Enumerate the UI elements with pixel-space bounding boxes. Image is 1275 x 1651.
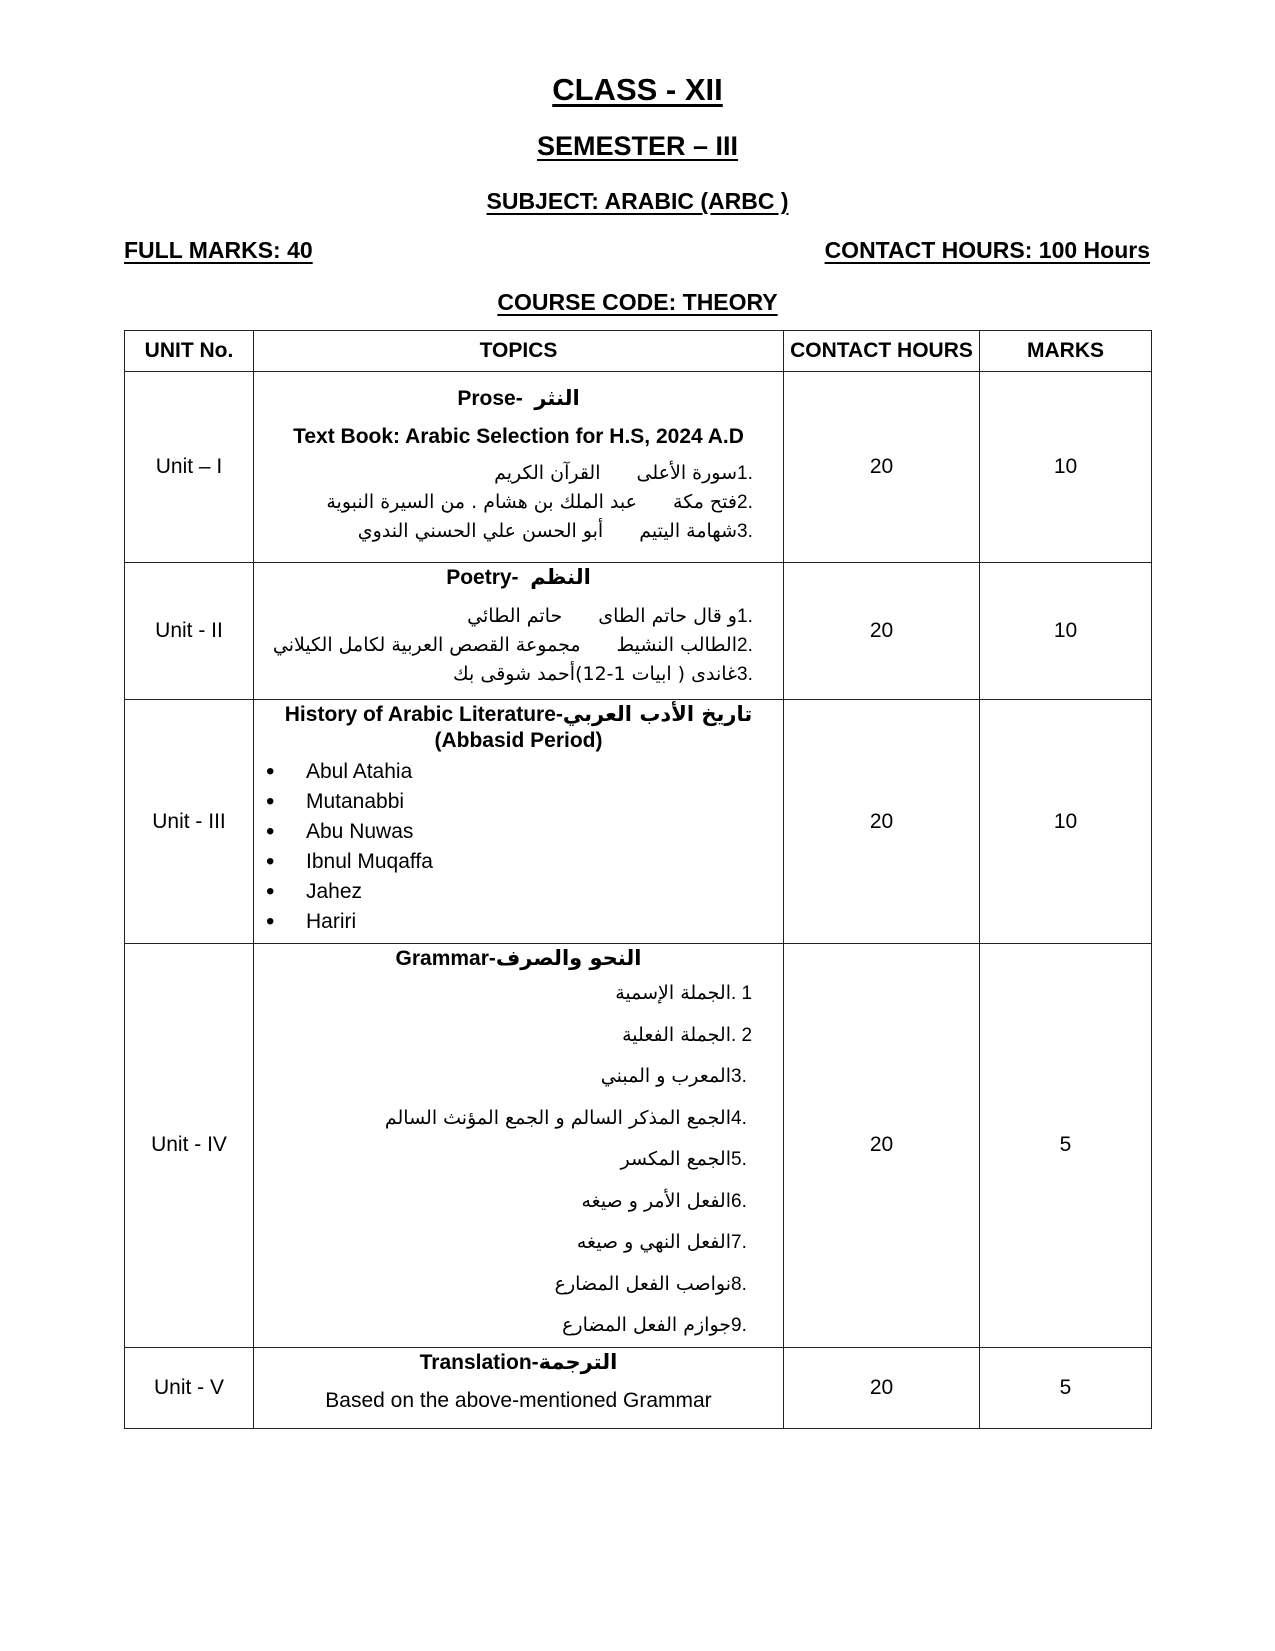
unit-cell: Unit - II: [125, 563, 254, 700]
list-item: • Hariri: [306, 907, 775, 937]
grammar-list: [262, 973, 775, 1347]
list-item: 9.جوازم الفعل المضارع: [562, 1314, 747, 1336]
table-header-row: [125, 331, 1152, 372]
header-contact-hours: CONTACT HOURS: [784, 331, 980, 372]
list-item: 6.الفعل الأمر و صيغه: [581, 1189, 747, 1212]
list-item: 2.فتح مكةعبد الملك بن هشام . من السيرة النبوية: [326, 491, 753, 513]
list-item: 7.الفعل النهي و صيغه: [576, 1231, 747, 1253]
textbook-title: Text Book: Arabic Selection for H.S, 2024 A.D: [293, 425, 744, 448]
list-item: 2.الطالب النشيطمجموعة القصص العربية لكامل الكيلاني: [272, 634, 753, 656]
topics-cell: [254, 700, 784, 944]
hours-cell: 20: [784, 944, 980, 1348]
hours-cell: 20: [784, 1347, 980, 1428]
unit-cell: Unit - V: [125, 1347, 254, 1428]
topics-cell: [254, 563, 784, 700]
list-item: . 2الجملة الفعلية: [622, 1023, 753, 1046]
header-unit: UNIT No.: [125, 331, 254, 372]
list-item: 3.المعرب و المبني: [600, 1065, 747, 1087]
header-marks: MARKS: [980, 331, 1152, 372]
marks-cell: 10: [980, 700, 1152, 944]
topics-cell: [254, 944, 784, 1348]
list-item: 4.الجمع المذكر السالم و الجمع المؤنث السالم: [384, 1106, 747, 1129]
list-item: 3.غاندى ( ابيات 1-12)أحمد شوقى بك: [453, 663, 753, 685]
hours-cell: 20: [784, 372, 980, 563]
contact-hours: CONTACT HOURS: 100 Hours: [824, 237, 1150, 263]
table-row: [125, 372, 1152, 563]
table-row: [125, 1347, 1152, 1428]
table-row: [125, 563, 1152, 700]
unit-title: Translation-الترجمة: [419, 1349, 618, 1374]
topic-list: [262, 459, 775, 546]
period-subtitle: (Abbasid Period): [434, 729, 603, 752]
unit-title: History of Arabic Literature-تاريخ الأدب العربي: [284, 702, 753, 726]
list-item: • Abu Nuwas: [306, 817, 775, 847]
list-item: 3.شهامة اليتيمأبو الحسن علي الحسني الندوي: [357, 520, 753, 542]
table-row: [125, 944, 1152, 1348]
list-item: 8.نواصب الفعل المضارع: [554, 1272, 747, 1295]
syllabus-table: [124, 330, 1152, 1429]
author-list: [262, 757, 775, 937]
subject-heading: SUBJECT: ARABIC (ARBC ): [486, 188, 789, 214]
semester-heading: SEMESTER – III: [536, 131, 739, 161]
marks-cell: 5: [980, 944, 1152, 1348]
course-code: COURSE CODE: THEORY: [497, 289, 778, 315]
unit-title: Grammar-النحو والصرف: [395, 946, 642, 970]
list-item: • Jahez: [306, 877, 775, 907]
unit-cell: Unit – I: [125, 372, 254, 563]
topics-cell: [254, 372, 784, 563]
list-item: 5.الجمع المكسر: [620, 1148, 747, 1170]
unit-cell: Unit - IV: [125, 944, 254, 1348]
topics-cell: [254, 1347, 784, 1428]
list-item: 1.و قال حاتم الطاىحاتم الطائي: [467, 605, 753, 627]
full-marks: FULL MARKS: 40: [124, 237, 313, 263]
unit-title: Poetry- النظم: [446, 565, 591, 589]
marks-cell: 10: [980, 372, 1152, 563]
marks-cell: 5: [980, 1347, 1152, 1428]
table-row: [125, 700, 1152, 944]
class-title: CLASS - XII: [552, 72, 723, 107]
header-topics: TOPICS: [254, 331, 784, 372]
marks-cell: 10: [980, 563, 1152, 700]
list-item: • Abul Atahia: [306, 757, 775, 787]
topic-list: [262, 602, 775, 689]
list-item: 1.سورة الأعلىالقرآن الكريم: [494, 462, 753, 484]
unit-title: Prose- النثر: [457, 386, 580, 410]
unit-cell: Unit - III: [125, 700, 254, 944]
list-item: • Mutanabbi: [306, 787, 775, 817]
hours-cell: 20: [784, 700, 980, 944]
list-item: • Ibnul Muqaffa: [306, 847, 775, 877]
unit-description: Based on the above-mentioned Grammar: [325, 1388, 712, 1412]
list-item: . 1الجملة الإسمية: [615, 982, 753, 1004]
hours-cell: 20: [784, 563, 980, 700]
